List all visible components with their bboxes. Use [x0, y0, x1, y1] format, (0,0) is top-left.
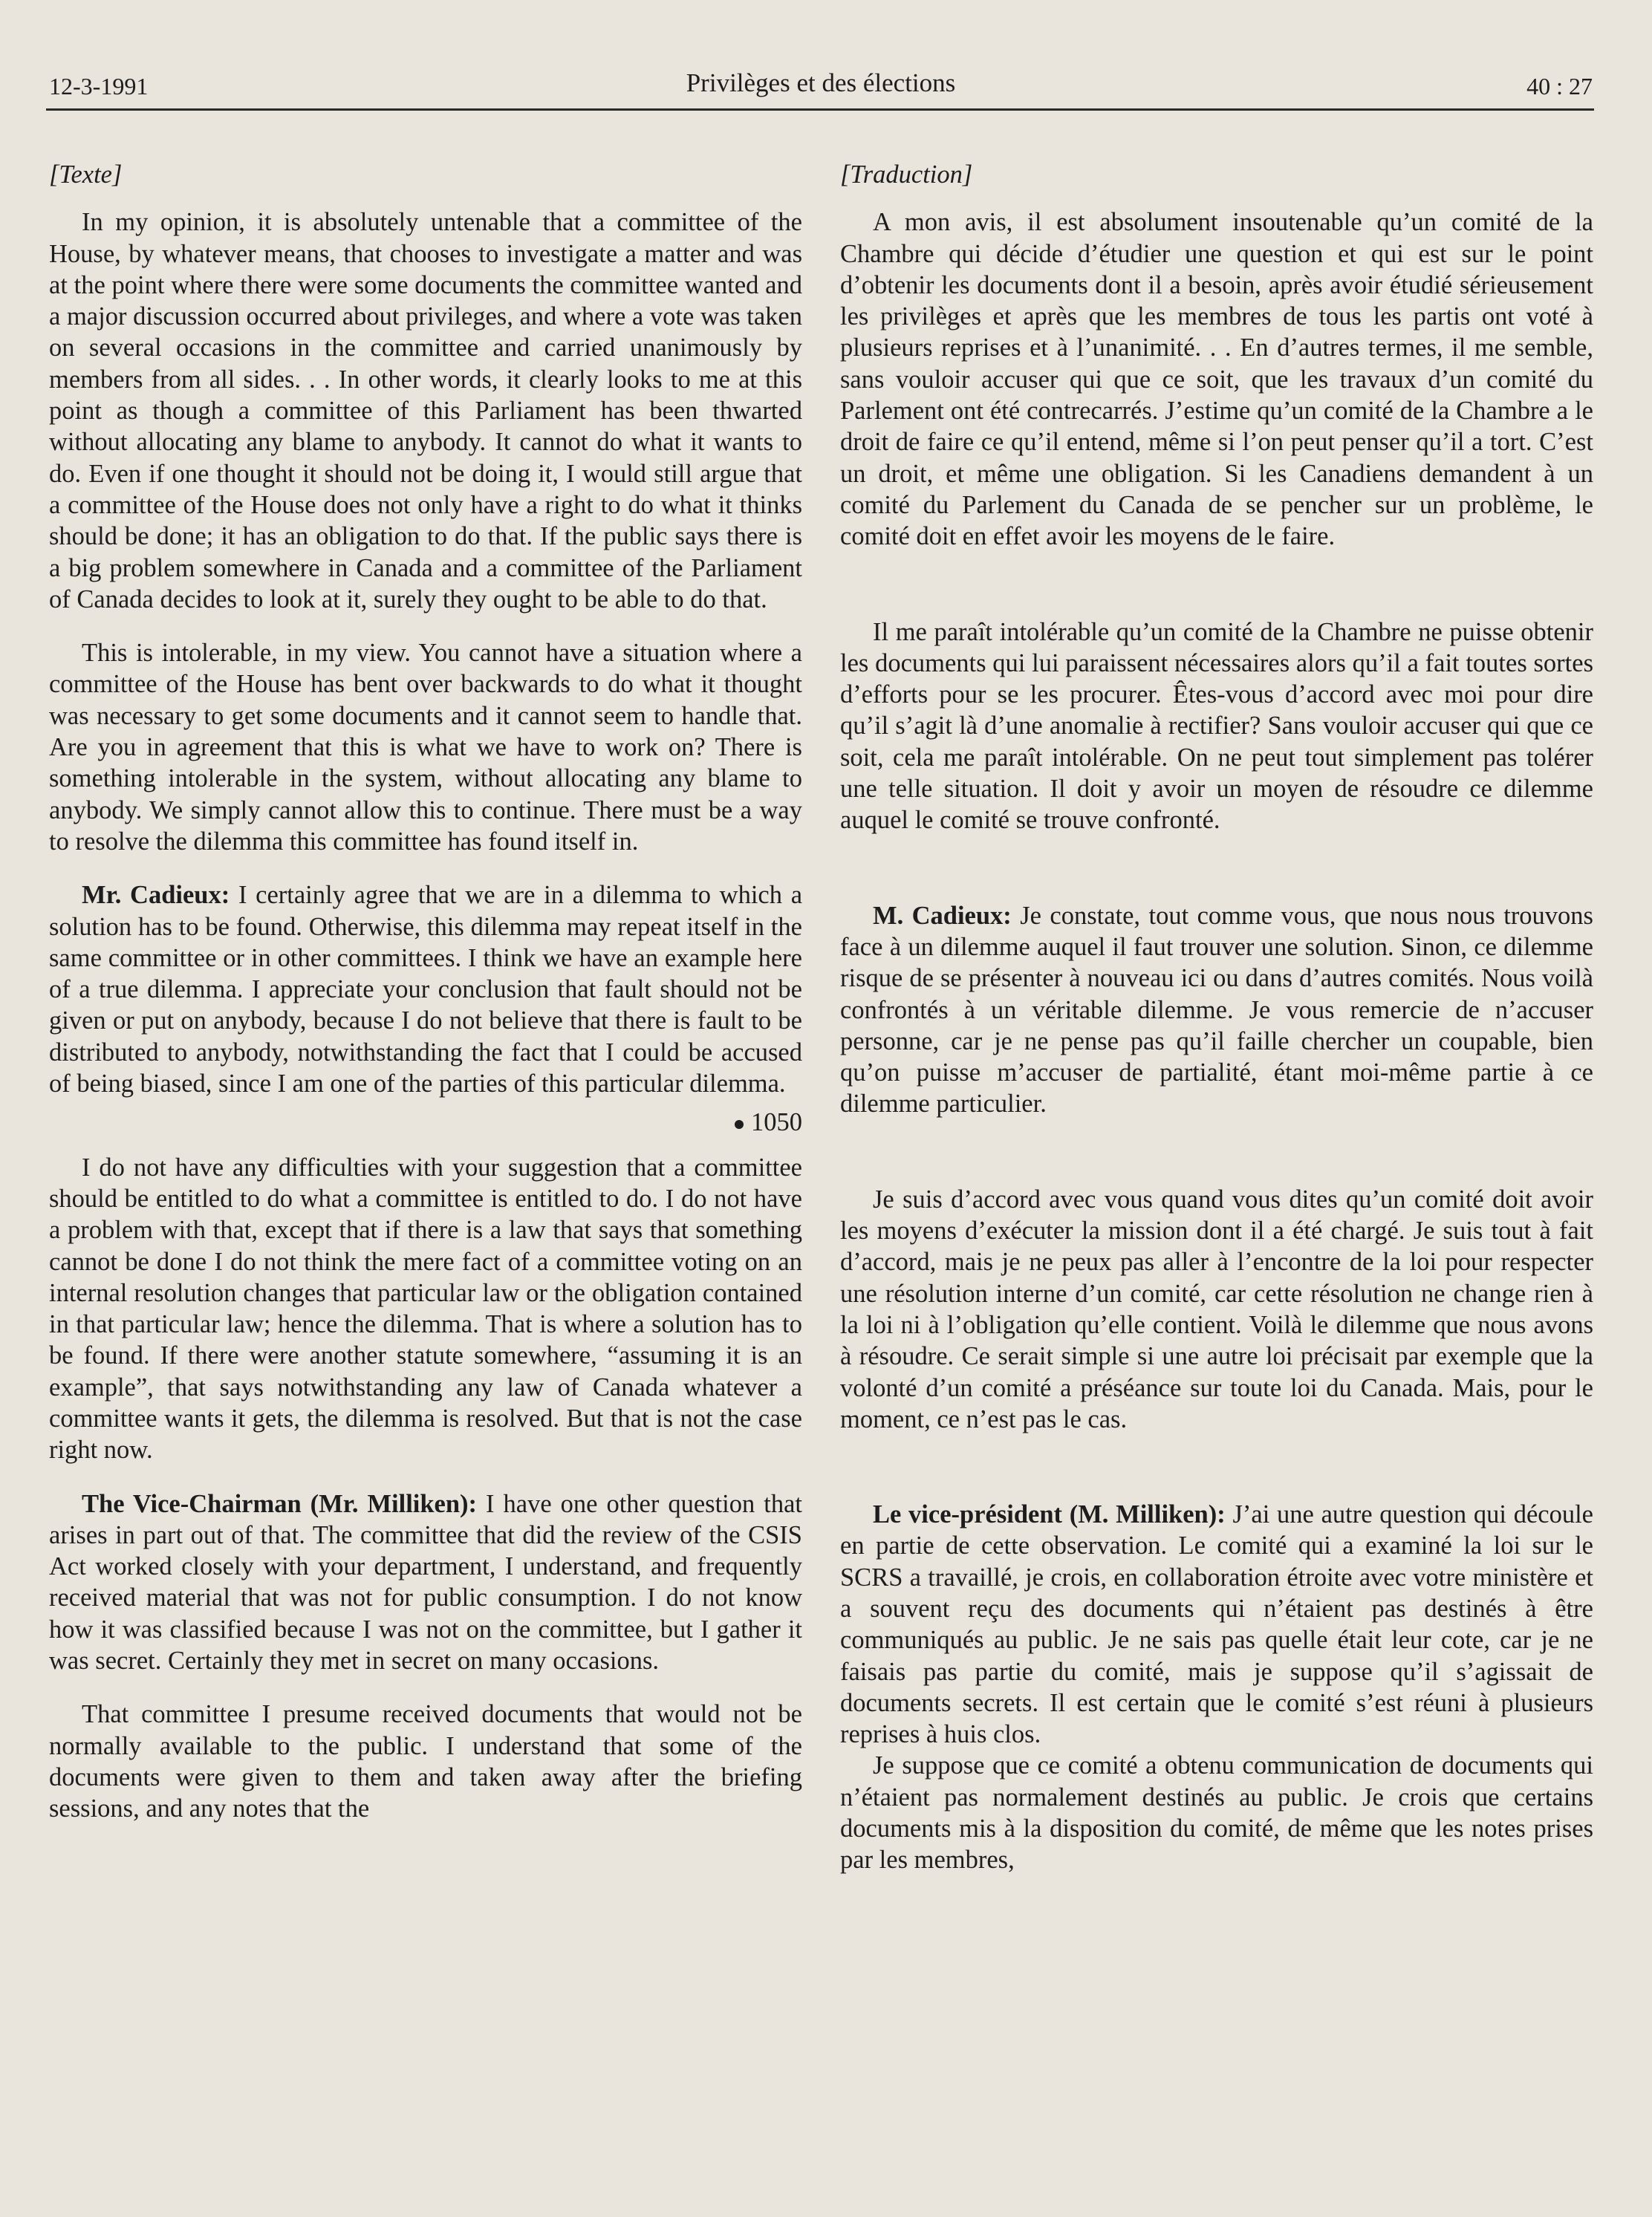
speaker-paragraph — [840, 900, 1593, 1120]
paragraph: This is intolerable, in my view. You cannot have a situation where a committee of the House has bent over backwards to do what it thought was necessary to get some documents and it cannot seem to handle that. Are you in agreement that this is what we have to work on? There is something intolerable in the system, without allocating any blame to anybody. We simply cannot allow this to continue. There must be a way to resolve the dilemma this committee has found itself in. — [49, 639, 802, 856]
column-label-traduction: [Traduction] — [840, 160, 973, 189]
paragraph: In my opinion, it is absolutely untenable that a committee of the House, by whatever means, that chooses to investigate a matter and was at the point where there were some documents the committee wanted and a major discussion occurred about privileges, and where a vote was taken on several occasions in the committee and carried unanimously by members from all sides. . . In other words, it clearly looks to me at this point as though a committee of this Parliament has been thwarted without allocating any blame to anybody. It cannot do what it wants to do. Even if one thought it should not be doing it, I would still argue that a committee of the House does not only have a right to do what it thinks should be done; it has an obligation to do that. If the public says there is a big problem somewhere in Canada and a committee of the Parliament of Canada decides to look at it, surely they ought to be able to do that. — [49, 208, 802, 613]
header-date: 12-3-1991 — [49, 73, 149, 100]
speaker-name: M. Cadieux: — [873, 901, 1012, 930]
speaker-paragraph — [49, 879, 802, 1099]
paragraph: That committee I presume received documents that would not be normally available to the public. I understand that some of the documents were given to them and taken away after the briefing sessions, and any notes that the — [49, 1700, 802, 1823]
header-title: Privilèges et des élections — [686, 68, 956, 97]
english-column — [49, 159, 802, 1825]
french-column — [840, 159, 1593, 1876]
header-rule — [46, 108, 1594, 111]
paragraph: I do not have any difficulties with your suggestion that a committee should be entitled to do what a committee is entitled to do. I do not have a problem with that, except that if there is a law that says that something cannot be done I do not think the mere fact of a committee voting on an internal resolution changes that particular law or the obligation contained in that particular law; hence the dilemma. That is where a solution has to be found. If there were another statute somewhere, “assuming it is an example”, that says notwithstanding any law of Canada whatever a committee wants it gets, the dilemma is resolved. But that is not the case right now. — [49, 1153, 802, 1465]
column-label-texte: [Texte] — [49, 160, 123, 189]
paragraph: Je suppose que ce comité a obtenu communication de documents qui n’étaient pas normalement destinés au public. Je crois que certains documents mis à la disposition du comité, de même que les notes prises par les membres, — [840, 1751, 1593, 1875]
time-marker-text: 1050 — [751, 1108, 802, 1137]
speaker-text: Je constate, tout comme vous, que nous nous trouvons face à un dilemme auquel il faut trouver une solution. Sinon, ce dilemme risque de se présenter à nouveau ici ou dans d’autres comités. Nous voilà confrontés à un véritable dilemme. Je vous remercie de n’accuser personne, car je ne pense pas qu’il faille chercher un coupable, bien qu’on puisse m’accuser de partialité, étant moi-même partie à ce dilemme particulier. — [840, 901, 1593, 1119]
speaker-text: I have one other question that arises in part out of that. The committee that did the review of the CSIS Act worked closely with your department, I understand, and frequently received material that was not for public consumption. I do not know how it was classified because I was not on the committee, but I gather it was secret. Certainly they met in secret on many occasions. — [49, 1489, 802, 1676]
speaker-text: I certainly agree that we are in a dilemma to which a solution has to be found. Otherwise, this dilemma may repeat itself in the same committee or in other committees. I think we have an example here of a true dilemma. I appreciate your conclusion that fault should not be given or put on anybody, because I do not believe that there is fault to be distributed to anybody, notwithstanding the fact that I could be accused of being biased, since I am one of the parties of this particular dilemma. — [49, 881, 803, 1098]
header-page-number: 40 : 27 — [1526, 73, 1593, 100]
paragraph: A mon avis, il est absolument insoutenable qu’un comité de la Chambre qui décide d’étudier une question et qui est sur le point d’obtenir les documents dont il a besoin, après avoir étudié sérieusement les privilèges et après que les membres de tous les partis ont voté à plusieurs reprises et à l’unanimité. . . En d’autres termes, il me semble, sans vouloir accuser qui que ce soit, que les travaux d’un comité du Parlement ont été contrecarrés. J’estime qu’un comité de la Chambre a le droit de faire ce qu’il entend, même si l’on peut penser qu’il a tort. C’est un droit, et même une obligation. Si les Canadiens demandent à un comité du Parlement du Canada de se pencher sur un problème, le comité doit en effet avoir les moyens de le faire. — [840, 208, 1593, 551]
time-marker — [49, 1107, 802, 1138]
speaker-paragraph — [840, 1499, 1593, 1750]
speaker-text: J’ai une autre question qui découle en partie de cette observation. Le comité qui a examiné la loi sur le SCRS a travaillé, je crois, en collaboration étroite avec votre ministère et a souvent reçu des documents qui n’étaient pas destinés à être communiqués au public. Je ne sais pas quelle était leur cote, car je ne faisais pas partie du comité, mais je suppose qu’il s’agissait de documents secrets. Il est certain que le comité s’est réuni à plusieurs reprises à huis clos. — [840, 1500, 1593, 1749]
speaker-name: Le vice-président (M. Milliken): — [873, 1500, 1226, 1529]
speaker-name: Mr. Cadieux: — [82, 881, 230, 910]
paragraph: Il me paraît intolérable qu’un comité de la Chambre ne puisse obtenir les documents qui lui paraissent nécessaires alors qu’il a fait toutes sortes d’efforts pour se les procurer. Êtes-vous d’accord avec moi pour dire qu’il s’agit là d’une anomalie à rectifier? Sans vouloir accuser qui que ce soit, cela me paraît intolérable. On ne peut tout simplement pas tolérer une telle situation. Il doit y avoir un moyen de résoudre ce dilemme auquel le comité se trouve confronté. — [840, 617, 1593, 835]
bullet-icon — [735, 1120, 744, 1129]
speaker-name: The Vice-Chairman (Mr. Milliken): — [82, 1489, 478, 1518]
page-header — [49, 68, 1593, 111]
paragraph: Je suis d’accord avec vous quand vous dites qu’un comité doit avoir les moyens d’exécuter la mission dont il a été chargé. Je suis tout à fait d’accord, mais je ne peux pas aller à l’encontre de la loi pour respecter une résolution interne d’un comité, car cette résolution ne change rien à la loi ni à l’obligation qu’elle contient. Voilà le dilemme que nous avons à résoudre. Ce serait simple si une autre loi précisait par exemple que la volonté d’un comité a préséance sur toute loi du Canada. Mais, pour le moment, ce n’est pas le cas. — [840, 1185, 1593, 1433]
speaker-paragraph — [49, 1488, 802, 1677]
